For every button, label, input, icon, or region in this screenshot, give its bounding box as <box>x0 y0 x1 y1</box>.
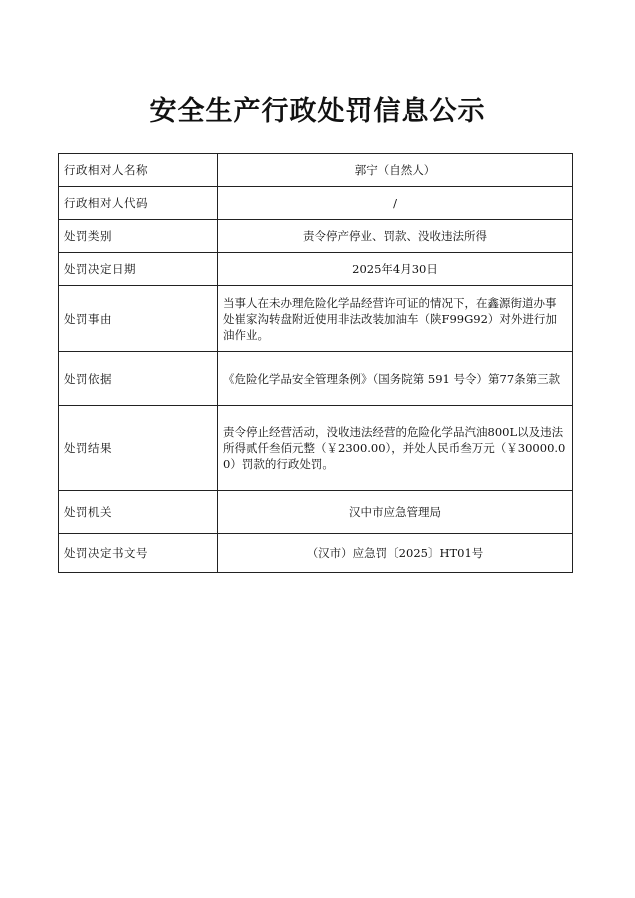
table-row-party-name <box>59 154 573 187</box>
row-label: 处罚事由 <box>59 286 218 352</box>
table-row-penalty-reason <box>59 286 573 352</box>
table-row-penalty-result <box>59 406 573 491</box>
row-label: 行政相对人名称 <box>59 154 218 187</box>
row-value: 汉中市应急管理局 <box>218 491 573 534</box>
row-value: 《危险化学品安全管理条例》（国务院第 591 号令）第77条第三款 <box>218 352 573 406</box>
row-value: （汉市）应急罚〔2025〕HT01号 <box>218 534 573 573</box>
row-value: 当事人在未办理危险化学品经营许可证的情况下，在鑫源街道办事处崔家沟转盘附近使用非法改装加油车（陕F99G92）对外进行加油作业。 <box>218 286 573 352</box>
table-row-party-code <box>59 187 573 220</box>
row-value: 责令停产停业、罚款、没收违法所得 <box>218 220 573 253</box>
row-label: 处罚决定日期 <box>59 253 218 286</box>
row-label: 处罚类别 <box>59 220 218 253</box>
row-label: 处罚依据 <box>59 352 218 406</box>
document-title: 安全生产行政处罚信息公示 <box>149 96 486 127</box>
table-row-penalty-authority <box>59 491 573 534</box>
table-row-penalty-category <box>59 220 573 253</box>
row-value: / <box>218 187 573 220</box>
row-label: 行政相对人代码 <box>59 187 218 220</box>
table-row-penalty-basis <box>59 352 573 406</box>
row-label: 处罚机关 <box>59 491 218 534</box>
table-row-decision-date <box>59 253 573 286</box>
row-value: 郭宁（自然人） <box>218 154 573 187</box>
row-value: 2025年4月30日 <box>218 253 573 286</box>
table-row-decision-number <box>59 534 573 573</box>
row-value: 责令停止经营活动，没收违法经营的危险化学品汽油800L以及违法所得贰仟叁佰元整（￥2300.00），并处人民币叁万元（￥30000.00）罚款的行政处罚。 <box>218 406 573 491</box>
row-label: 处罚结果 <box>59 406 218 491</box>
penalty-info-table <box>58 153 573 573</box>
row-label: 处罚决定书文号 <box>59 534 218 573</box>
